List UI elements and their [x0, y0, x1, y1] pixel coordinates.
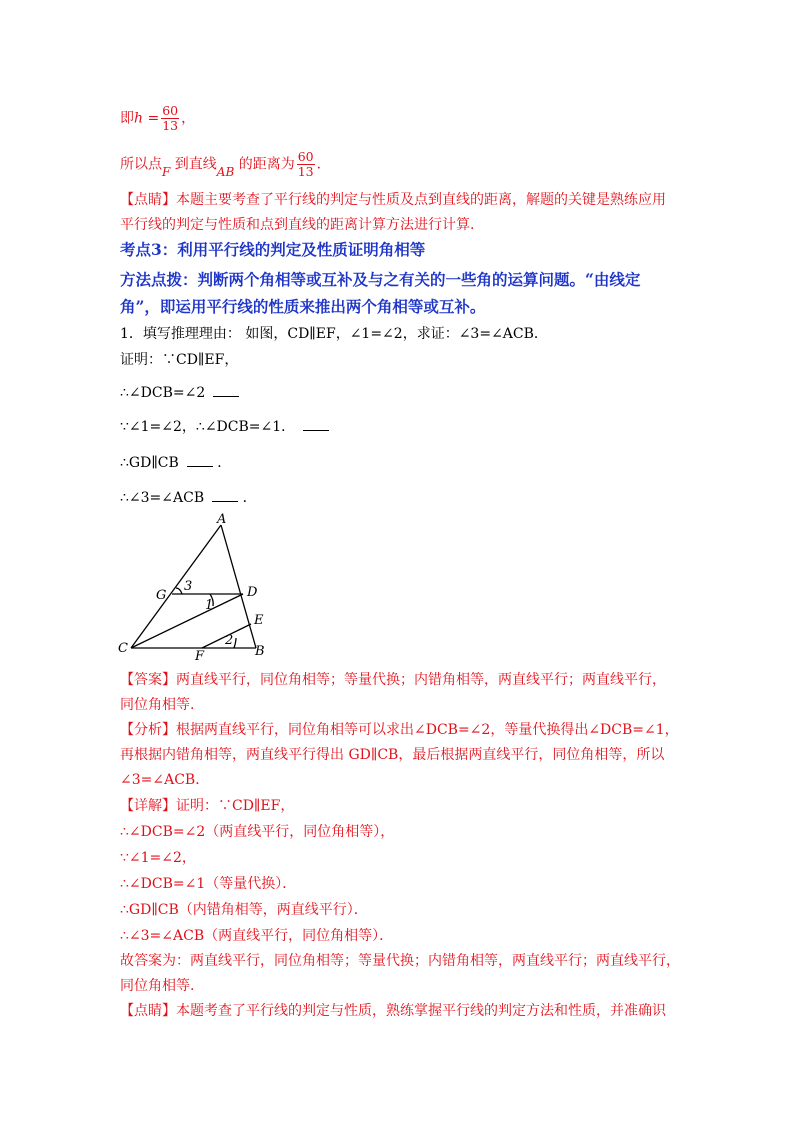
label-angle-2: 2 [225, 633, 234, 648]
final-answer-line: 同位角相等. [120, 978, 195, 994]
method-tip: 角”，即运用平行线的性质来推出两个角相等或互补。 [120, 297, 486, 316]
detail-line: ∵∠1=∠2， [120, 850, 196, 866]
label-a: A [217, 512, 227, 527]
blank-field[interactable] [212, 489, 238, 502]
blank-field[interactable] [303, 418, 329, 431]
comment-line: 平行线的判定与性质和点到直线的距离计算方法进行计算. [120, 217, 475, 233]
angle-mark-2 [234, 638, 236, 648]
proof-line: ∴GD∥CB ． [120, 455, 232, 471]
final-answer-line: 故答案为：两直线平行，同位角相等；等量代换；内错角相等，两直线平行；两直线平行， [120, 953, 680, 969]
label-b: B [255, 644, 265, 659]
angle-mark-3 [176, 588, 182, 594]
segment-ca [131, 525, 221, 648]
geometry-figure [115, 512, 275, 662]
label-g: G [156, 588, 167, 603]
label-e: E [254, 613, 264, 628]
label-f: F [195, 649, 205, 662]
proof-line: ∵∠1=∠2，∴∠DCB=∠1． [120, 417, 329, 437]
proof-line: 证明：∵CD∥EF， [120, 352, 239, 368]
answer-line: 同位角相等. [120, 697, 195, 713]
detail-line: ∴∠3=∠ACB（两直线平行，同位角相等）． [120, 928, 394, 944]
answer-line: 【答案】两直线平行，同位角相等；等量代换；内错角相等，两直线平行；两直线平行， [120, 672, 666, 688]
comment-line: 【点睛】本题主要考查了平行线的判定与性质及点到直线的距离，解题的关键是熟练应用 [120, 192, 666, 208]
problem-stem: 1．填写推理理由： 如图，CD∥EF，∠1=∠2，求证：∠3=∠ACB． [120, 326, 548, 342]
detail-line: ∴∠DCB=∠1（等量代换）． [120, 876, 297, 892]
blank-field[interactable] [187, 454, 213, 467]
analysis-line: ∠3=∠ACB． [120, 772, 210, 788]
analysis-line: 【分析】根据两直线平行，同位角相等可以求出∠DCB=∠2，等量代换得出∠DCB=∠1， [120, 722, 679, 738]
proof-line: ∴∠DCB=∠2 [120, 383, 239, 403]
label-c: C [118, 641, 128, 656]
comment-line: 【点睛】本题考查了平行线的判定与性质，熟练掌握平行线的判定方法和性质，并准确识 [120, 1003, 666, 1019]
proof-line: ∴∠3=∠ACB ． [120, 490, 257, 506]
detail-line: ∴GD∥CB（内错角相等，两直线平行）． [120, 902, 368, 918]
line-distance-conclusion: 所以点F 到直线AB 的距离为 $\frac{60}{13}$ ． [120, 149, 331, 179]
label-d: D [247, 585, 258, 600]
method-tip: 方法点拨：判断两个角相等或互补及与之有关的一些角的运算问题。“由线定 [120, 270, 641, 289]
detail-line: ∴∠DCB=∠2（两直线平行，同位角相等）， [120, 824, 395, 840]
detail-line: 【详解】证明：∵CD∥EF， [120, 798, 295, 814]
blank-field[interactable] [213, 384, 239, 397]
analysis-line: 再根据内错角相等，两直线平行得出 GD∥CB，最后根据两直线平行，同位角相等，所以 [120, 747, 665, 763]
label-angle-1: 1 [205, 598, 214, 613]
label-angle-3: 3 [184, 579, 193, 594]
line-h-value: 即h = $\frac{60}{13}$ ， [120, 103, 196, 133]
section-title: 考点3：利用平行线的判定及性质证明角相等 [120, 240, 426, 259]
fraction: $\frac{60}{13}$ [162, 103, 179, 133]
fraction: $\frac{60}{13}$ [297, 149, 314, 179]
